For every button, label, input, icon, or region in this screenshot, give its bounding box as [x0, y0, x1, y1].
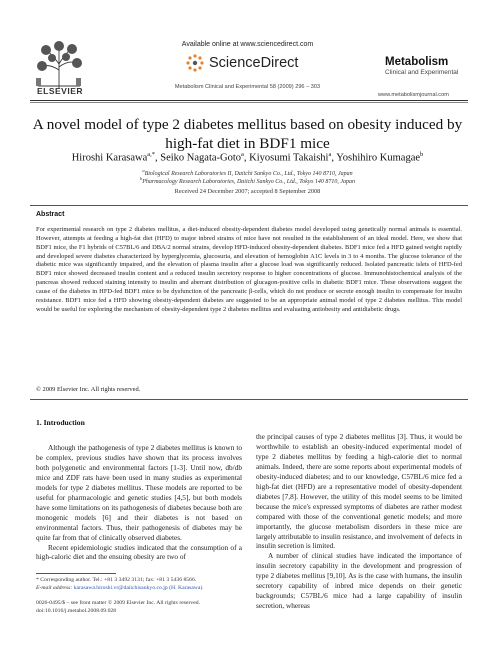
email-label: E-mail address: [36, 585, 73, 591]
available-online-text: Available online at www.sciencedirect.com [181, 41, 314, 48]
header-divider [30, 100, 468, 101]
body-paragraph: A number of clinical studies have indicated the importance of insulin secretory capability in the development and progression of type 2 diabetes mellitus [9,10]. As is the case with humans, the insulin secretory capability of inbred mice depends on their genetic backgrounds; C57BL/6 mice had a large capability of insulin secretion, whereas [256, 551, 462, 611]
title-line-2: high-fat diet in BDF1 mice [165, 134, 330, 152]
sciencedirect-logo [185, 52, 298, 74]
body-paragraph: Although the pathogenesis of type 2 diabetes mellitus is known to be complex, previous studies have shown that its process involves both polygenetic and environmental factors [1-3]. Until now, db/db mice and ZDF rats have been used in many studies as experimental models for type 2 diabetes mellitus. These models are reported to be useful for pharmacologic and genetic studies [4,5], but both models have some limitations on its pathogenesis of diabetes because both are monogenic models [6] and their diabetes is not based on environmental factors. Thus, their pathogenesis of diabetes may be quite far from that of clinically observed diabetes. [36, 443, 242, 542]
author-superscript: b [420, 151, 424, 158]
journal-name: Metabolism [385, 56, 449, 68]
journal-brand [385, 56, 475, 76]
body-column-right [256, 432, 462, 611]
author-name[interactable]: Hiroshi Karasawa [71, 152, 148, 164]
affiliation-text: Biological Research Laboratories II, Daiichi Sankyo Co., Ltd., Tokyo 140 8710, Japan [144, 171, 353, 177]
journal-citation: Metabolism Clinical and Experimental 58 (2009) 296 – 303 [174, 84, 321, 90]
email-note [36, 585, 246, 593]
author-superscript: a [241, 151, 244, 158]
author-superscript: a,* [147, 151, 155, 158]
journal-url[interactable]: www.metabolismjournal.com [378, 92, 449, 98]
header-divider-thin [30, 102, 468, 103]
body-paragraph: Recent epidemiologic studies indicated that the consumption of a high-caloric diet and the ensuing obesity are two of [36, 542, 242, 562]
abstract-divider-bottom [30, 399, 468, 400]
section-heading-introduction: 1. Introduction [36, 418, 85, 427]
affiliation [20, 176, 475, 185]
footnote-divider [36, 573, 116, 574]
author-name[interactable]: Yoshihiro Kumagae [336, 152, 421, 164]
issn-line: 0026-0495/$ – see front matter © 2009 Elsevier Inc. All rights reserved. [36, 600, 201, 606]
author-superscript: a [328, 151, 332, 158]
article-title [20, 116, 475, 153]
author-name[interactable]: Seiko Nagata-Goto [160, 152, 242, 164]
affiliation-text: Pharmacology Research Laboratories, Daiichi Sankyo Co., Ltd., Tokyo 140 8710, Japan [142, 179, 356, 185]
affiliation-superscript: b [139, 176, 143, 181]
email-link[interactable]: karasawa.hiroshi.vr@daiichisankyo.co.jp (H. Karasawa). [73, 585, 204, 591]
abstract-divider-top [30, 205, 468, 206]
abstract-text: For experimental research on type 2 diabetes mellitus, a diet-induced obesity-dependent diabetes model developed using genetically normal animals is essential. However, attempts at feeding a high-fat diet (HFD) to major inbred strains of mice have not resulted in the establishment of an ideal model. Here, we show that BDF1 mice, the F1 hybrids of C57BL/6 and DBA/2 normal strains, develop HFD-induced obesity-dependent diabetes. BDF1 mice fed a HFD gained weight rapidly and developed severe diabetes characterized by hyperglycemia, glucosuria, and elevation of hemoglobin A1C levels in 3 to 4 months. The glucose tolerance of the diabetic mice was significantly impaired, and the elevation of plasma insulin after a glucose load was significantly reduced. Isolated pancreatic islets of HFD-fed BDF1 mice showed decreased insulin content and a reduced insulin secretory response to higher concentrations of glucose. Immunohistochemical analysis of the pancreas showed reduced staining intensity to insulin and aberrant distribution of glucagon-positive cells in diabetic BDF1 mice. These observations suggest the cause of the diabetes in HFD-fed BDF1 mice to be dysfunction of the pancreatic β-cells, which do not produce or secrete enough insulin to compensate for insulin resistance. BDF1 mice fed a HFD showing obesity-dependent diabetes are suggested to be an appropriate animal model of type 2 diabetes mellitus. This model would be useful for exploring the mechanism of obesity-dependent type 2 diabetes mellitus and evaluating antiobesity and antidiabetic drugs. [36, 226, 462, 313]
abstract-heading: Abstract [36, 211, 65, 218]
doi-link[interactable]: doi:10.1016/j.metabol.2008.09.028 [36, 608, 117, 614]
journal-subtitle: Clinical and Experimental [385, 69, 459, 76]
received-dates: Received 24 December 2007; accepted 8 September 2008 [174, 188, 321, 195]
affiliation-superscript: a [142, 168, 145, 173]
sciencedirect-dots-icon [185, 53, 205, 73]
sciencedirect-label: ScienceDirect [209, 55, 299, 71]
title-line-1: A novel model of type 2 diabetes mellitus based on obesity induced by [32, 116, 463, 133]
abstract-copyright: © 2009 Elsevier Inc. All rights reserved. [36, 386, 141, 393]
author-name[interactable]: Kiyosumi Takaishi [249, 152, 329, 164]
body-paragraph: the principal causes of type 2 diabetes mellitus [3]. Thus, it would be worthwhile to establish an obesity-induced experimental model of type 2 diabetes mellitus by feeding a high-calorie diet to normal animals. Indeed, there are some reports about experimental models of obesity-induced diabetes; and to our knowledge, C57BL/6 mice fed a high-fat diet (HFD) are a representative model of obesity-dependent diabetes [7,8]. However, the utility of this model seems to be limited because the mice's expressed symptoms of diabetes are rather modest compared with those of the conventional genetic models; and more importantly, the glucose metabolism disorders in these mice are largely attributable to insulin resistance, and involvement of defects in insulin secretion is limited. [256, 432, 462, 551]
publisher-name: ELSEVIER [36, 86, 84, 96]
body-column-left [36, 443, 242, 562]
author-list: Hiroshi Karasawa$^{a,*}$, Seiko Nagata-Goto$^a$, Kiyosumi Takaishi$^a$, Yoshihiro Kumagae$^b$ [71, 151, 424, 164]
journal-header [0, 0, 495, 100]
corresponding-author-note: * Corresponding author. Tel.: +81 3 3492 3131; fax: +81 3 5436 8566. [36, 577, 197, 583]
